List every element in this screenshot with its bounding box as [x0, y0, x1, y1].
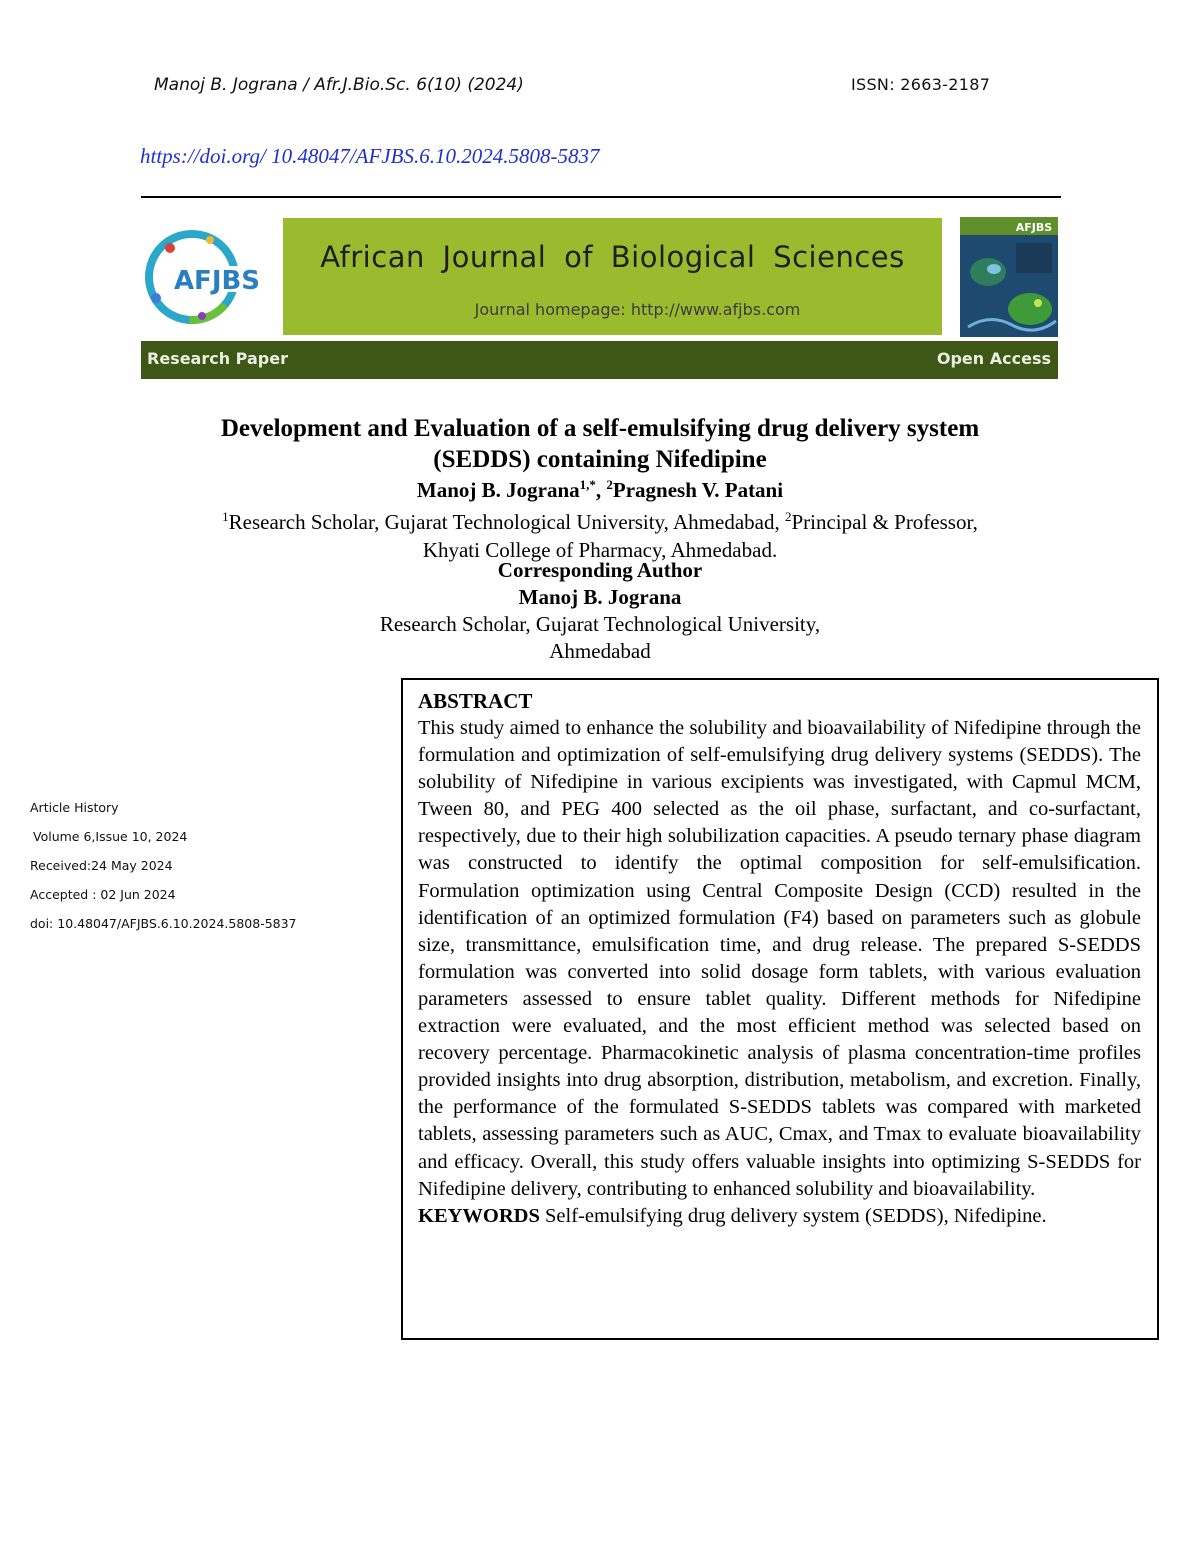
affil-2-text: Principal & Professor, — [791, 510, 978, 534]
affiliations — [100, 503, 1100, 564]
abstract-body: This study aimed to enhance the solubility and bioavailability of Nifedipine through the formulation and optimization of self-emulsifying drug delivery systems (SEDDS). The solubility of Nifedipine in various excipients was investigated, with Capmul MCM, Tween 80, and PEG 400 selected as the oil phase, surfactant, and co-surfactant, respectively, due to their high solubilization capacities. A pseudo ternary phase diagram was constructed to identify the optimal composition for self-emulsification. Formulation optimization using Central Composite Design (CCD) resulted in the identification of an optimized formulation (F4) based on parameters such as globule size, transmittance, emulsification time, and drug release. The prepared S-SEDDS formulation was converted into solid dosage form tablets, with various evaluation parameters assessed to ensure tablet quality. Different methods for Nifedipine extraction were evaluated, and the most efficient method was selected based on recovery percentage. Pharmacokinetic analysis of plasma concentration-time profiles provided insights into drug absorption, distribution, metabolism, and excretion. Finally, the performance of the formulated S-SEDDS tablets was compared with marketed tablets, assessing parameters such as AUC, Cmax, and Tmax to evaluate bioavailability and efficacy. Overall, this study offers valuable insights into optimizing S-SEDDS for Nifedipine delivery, contributing to enhanced solubility and bioavailability. — [418, 717, 1141, 1200]
afjbs-logo — [140, 228, 280, 326]
article-title — [100, 413, 1100, 475]
abstract-heading: ABSTRACT — [418, 689, 533, 713]
article-type-bar — [141, 341, 1058, 379]
affil-1-text: Research Scholar, Gujarat Technological University, Ahmedabad, — [228, 510, 785, 534]
keywords — [418, 1203, 1141, 1230]
history-doi: doi: 10.48047/AFJBS.6.10.2024.5808-5837 — [30, 916, 297, 931]
history-volume: Volume 6,Issue 10, 2024 — [33, 829, 188, 844]
corr-affil-line-2: Ahmedabad — [549, 639, 651, 663]
history-accepted: Accepted : 02 Jun 2024 — [30, 887, 176, 902]
abstract-box — [401, 678, 1159, 1340]
keywords-text: Self-emulsifying drug delivery system (SEDDS), Nifedipine. — [539, 1204, 1047, 1227]
open-access-label: Open Access — [936, 349, 1051, 368]
affil-1-mark: 1 — [222, 509, 229, 524]
author-2: Pragnesh V. Patani — [612, 478, 784, 502]
journal-homepage: Journal homepage: http://www.afjbs.com — [474, 300, 801, 319]
journal-banner — [283, 218, 942, 335]
article-history — [30, 800, 297, 945]
affiliation-line-1 — [100, 503, 1100, 536]
cover-text: AFJBS — [1015, 221, 1053, 234]
paper-type-label: Research Paper — [147, 349, 288, 368]
running-header-citation: Manoj B. Jograna / Afr.J.Bio.Sc. 6(10) (2024) — [154, 75, 524, 95]
title-line-1: Development and Evaluation of a self-emulsifying drug delivery system — [220, 415, 980, 442]
issn: ISSN: 2663-2187 — [851, 75, 991, 94]
history-received: Received:24 May 2024 — [30, 858, 173, 873]
keywords-label: KEYWORDS — [418, 1204, 540, 1227]
journal-cover-image — [960, 217, 1058, 337]
affil-2-mark: 2 — [784, 509, 792, 524]
author-2-affil-mark: 2 — [606, 477, 613, 492]
doi-link[interactable]: https://doi.org/ 10.48047/AFJBS.6.10.2024.5808-5837 — [140, 144, 600, 168]
affiliation-line-2: Khyati College of Pharmacy, Ahmedabad. — [422, 538, 778, 562]
author-separator: , — [595, 478, 607, 502]
author-1-affil-mark: 1,* — [579, 477, 596, 492]
corr-affil-line-1: Research Scholar, Gujarat Technological University, — [379, 612, 821, 636]
history-heading: Article History — [30, 800, 119, 815]
corresponding-author-name: Manoj B. Jograna — [518, 585, 682, 609]
title-line-2: (SEDDS) containing Nifedipine — [433, 446, 767, 473]
corresponding-author-affiliation — [100, 611, 1100, 665]
logo-text: AFJBS — [173, 266, 261, 296]
author-list — [100, 477, 1100, 503]
journal-title: African Journal of Biological Sciences — [320, 240, 905, 274]
author-1: Manoj B. Jograna — [416, 478, 580, 502]
header-divider — [141, 196, 1061, 198]
corresponding-author-heading: Corresponding Author — [497, 558, 703, 582]
